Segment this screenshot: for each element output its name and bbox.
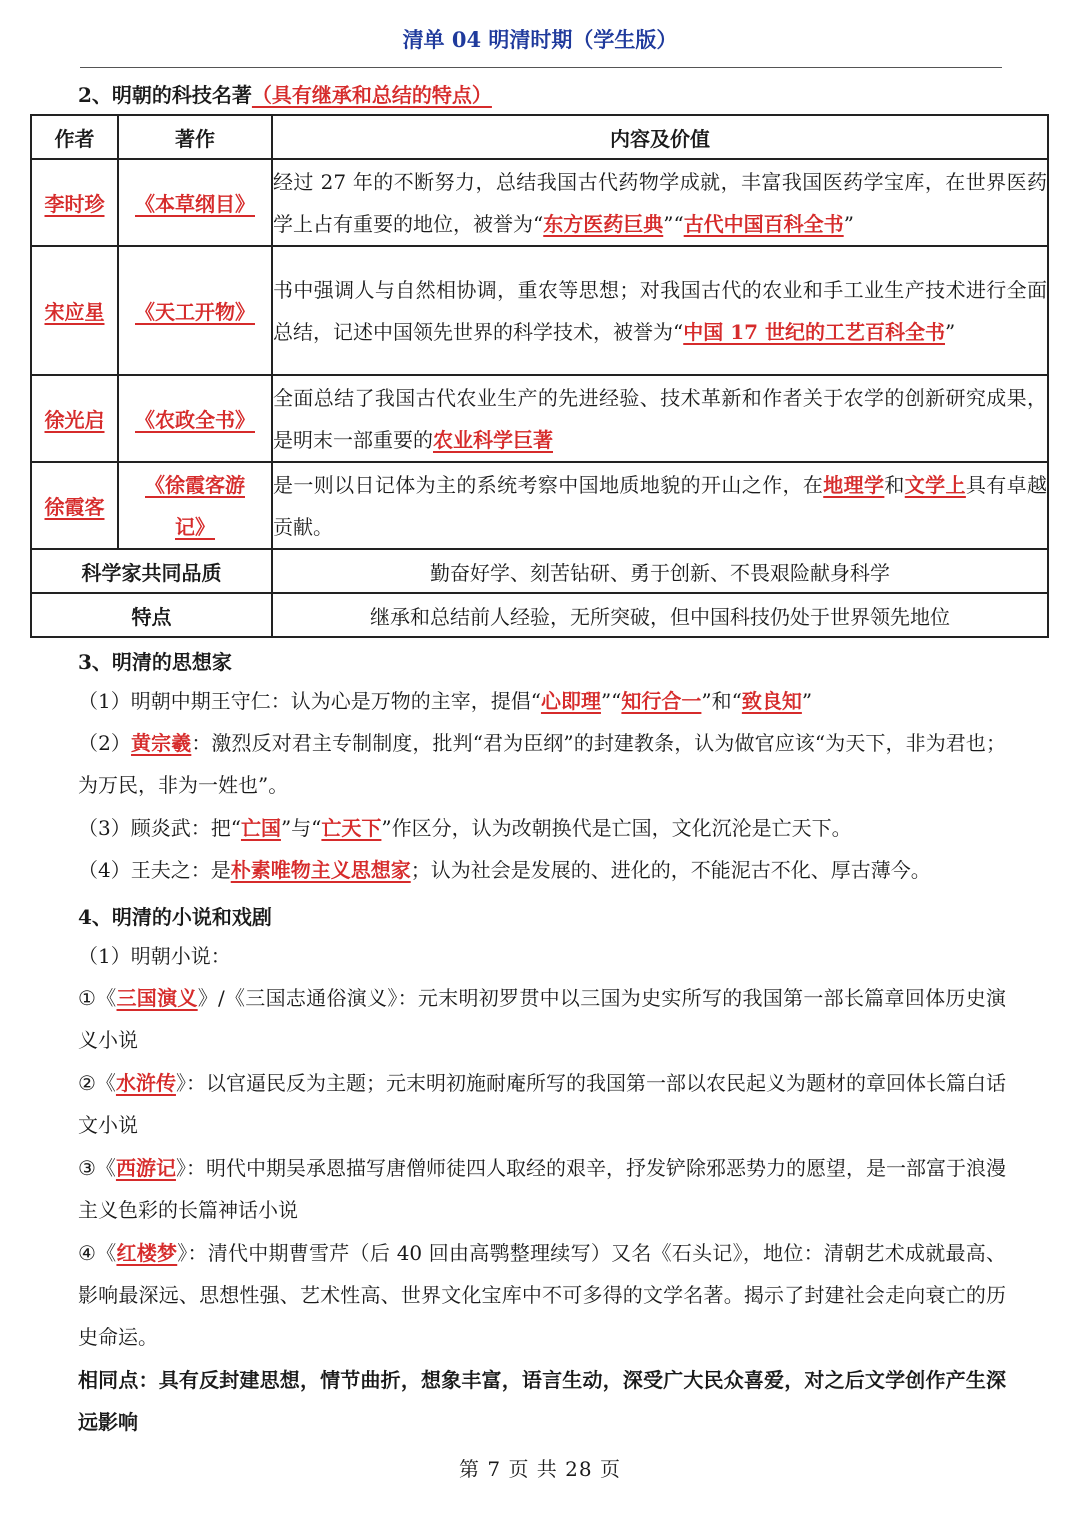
work-title: 《徐霞客游记》 — [145, 472, 245, 539]
content-cell — [272, 246, 1048, 375]
content-text: 和 — [884, 472, 905, 497]
thinker-paragraph: （4）王夫之：是朴素唯物主义思想家；认为社会是发展的、进化的，不能泥古不化、厚古薄今。 — [78, 858, 931, 882]
content-highlight: 古代中国百科全书 — [683, 211, 844, 236]
work-cell — [118, 246, 272, 375]
thinker-paragraph: （2）黄宗羲：激烈反对君主专制制度，批判“君为臣纲”的封建教条，认为做官应该“为天下，非为君也；为万民，非为一姓也”。 — [78, 731, 1006, 797]
title-divider — [80, 67, 1002, 68]
page-number: 第 7 页 共 28 页 — [459, 1457, 621, 1481]
thinker-paragraph: （1）明朝中期王守仁：认为心是万物的主宰，提倡“心即理”“知行合一”和“致良知” — [78, 689, 813, 713]
content-highlight: 东方医药巨典 — [543, 211, 664, 236]
col-author: 作者 — [31, 115, 118, 159]
section4-heading: 4、明清的小说和戏剧 — [78, 905, 272, 929]
author-cell — [31, 375, 118, 462]
content-highlight: 文学上 — [904, 472, 966, 497]
table-header-row — [31, 115, 1048, 159]
section3-heading: 3、明清的思想家 — [78, 650, 232, 674]
quality-label: 科学家共同品质 — [31, 549, 272, 593]
author-name: 徐霞客 — [44, 495, 105, 519]
work-title: 《农政全书》 — [135, 408, 255, 432]
work-title: 《天工开物》 — [135, 300, 255, 324]
table-row — [31, 462, 1048, 549]
content-highlight: 农业科学巨著 — [433, 427, 553, 452]
feature-text: 继承和总结前人经验，无所突破，但中国科技仍处于世界领先地位 — [272, 593, 1048, 637]
work-cell — [118, 159, 272, 246]
quality-text: 勤奋好学、刻苦钻研、勇于创新、不畏艰险献身科学 — [272, 549, 1048, 593]
author-cell — [31, 159, 118, 246]
content-text: 经过 27 年的不断努力，总结我国古代药物学成就，丰富我国医药学宝库，在世界医药学上占有重要的地位，被誉为“ — [273, 169, 1047, 236]
science-works-table — [30, 114, 1049, 638]
novel-item: ④《红楼梦》：清代中期曹雪芹（后 40 回由高鹗整理续写）又名《石头记》，地位：清朝艺术成就最高、影响最深远、思想性强、艺术性高、世界文化宝库中不可多得的文学名著。揭示了封建社会走向衰亡的历史命运。 — [78, 1241, 1006, 1349]
novel-subheading: （1）明朝小说： — [78, 944, 231, 968]
author-name: 徐光启 — [44, 408, 105, 432]
novel-item: ③《西游记》：明代中期吴承恩描写唐僧师徒四人取经的艰辛，抒发铲除邪恶势力的愿望，是一部富于浪漫主义色彩的长篇神话小说 — [78, 1156, 1007, 1222]
section2-heading — [78, 79, 492, 108]
content-text: 具有卓越贡献。 — [273, 472, 1048, 539]
work-cell — [118, 462, 272, 549]
content-cell — [272, 159, 1048, 246]
section2-heading-note: （具有继承和总结的特点） — [251, 83, 492, 107]
page-title: 清单 04 明清时期（学生版） — [402, 27, 678, 52]
author-cell — [31, 246, 118, 375]
novel-item: ②《水浒传》：以官逼民反为主题；元末明初施耐庵所写的我国第一部以农民起义为题材的章回体长篇白话文小说 — [78, 1071, 1007, 1137]
common-points: 相同点：具有反封建思想，情节曲折，想象丰富，语言生动，深受广大民众喜爱，对之后文学创作产生深远影响 — [78, 1368, 1006, 1434]
author-cell — [31, 462, 118, 549]
thinker-paragraph: （3）顾炎武：把“亡国”与“亡天下”作区分，认为改朝换代是亡国，文化沉沦是亡天下。 — [78, 816, 852, 840]
content-text: ” — [843, 211, 854, 236]
author-name: 李时珍 — [44, 192, 105, 216]
quality-row — [31, 549, 1048, 593]
content-text: 是一则以日记体为主的系统考察中国地质地貌的开山之作，在 — [273, 472, 824, 497]
content-highlight: 地理学 — [823, 472, 885, 497]
content-cell — [272, 375, 1048, 462]
content-text: 书中强调人与自然相协调，重农等思想；对我国古代的农业和手工业生产技术进行全面总结，记述中国领先世界的科学技术，被誉为“ — [273, 277, 1047, 344]
col-content: 内容及价值 — [272, 115, 1048, 159]
content-cell — [272, 462, 1048, 549]
table-row — [31, 159, 1048, 246]
novel-item: ①《三国演义》/《三国志通俗演义》：元末明初罗贯中以三国为史实所写的我国第一部长篇章回体历史演义小说 — [78, 986, 1007, 1052]
feature-label: 特点 — [31, 593, 272, 637]
feature-row — [31, 593, 1048, 637]
content-highlight: 中国 17 世纪的工艺百科全书 — [683, 319, 945, 344]
table-row — [31, 375, 1048, 462]
content-text: ” — [945, 319, 956, 344]
table-row — [31, 246, 1048, 375]
col-work: 著作 — [118, 115, 272, 159]
work-title: 《本草纲目》 — [135, 192, 255, 216]
author-name: 宋应星 — [44, 300, 105, 324]
work-cell — [118, 375, 272, 462]
content-text: ”“ — [663, 211, 684, 236]
section2-heading-prefix: 2、明朝的科技名著 — [78, 83, 252, 107]
content-text: 全面总结了我国古代农业生产的先进经验、技术革新和作者关于农学的创新研究成果，是明末一部重要的 — [273, 385, 1047, 452]
